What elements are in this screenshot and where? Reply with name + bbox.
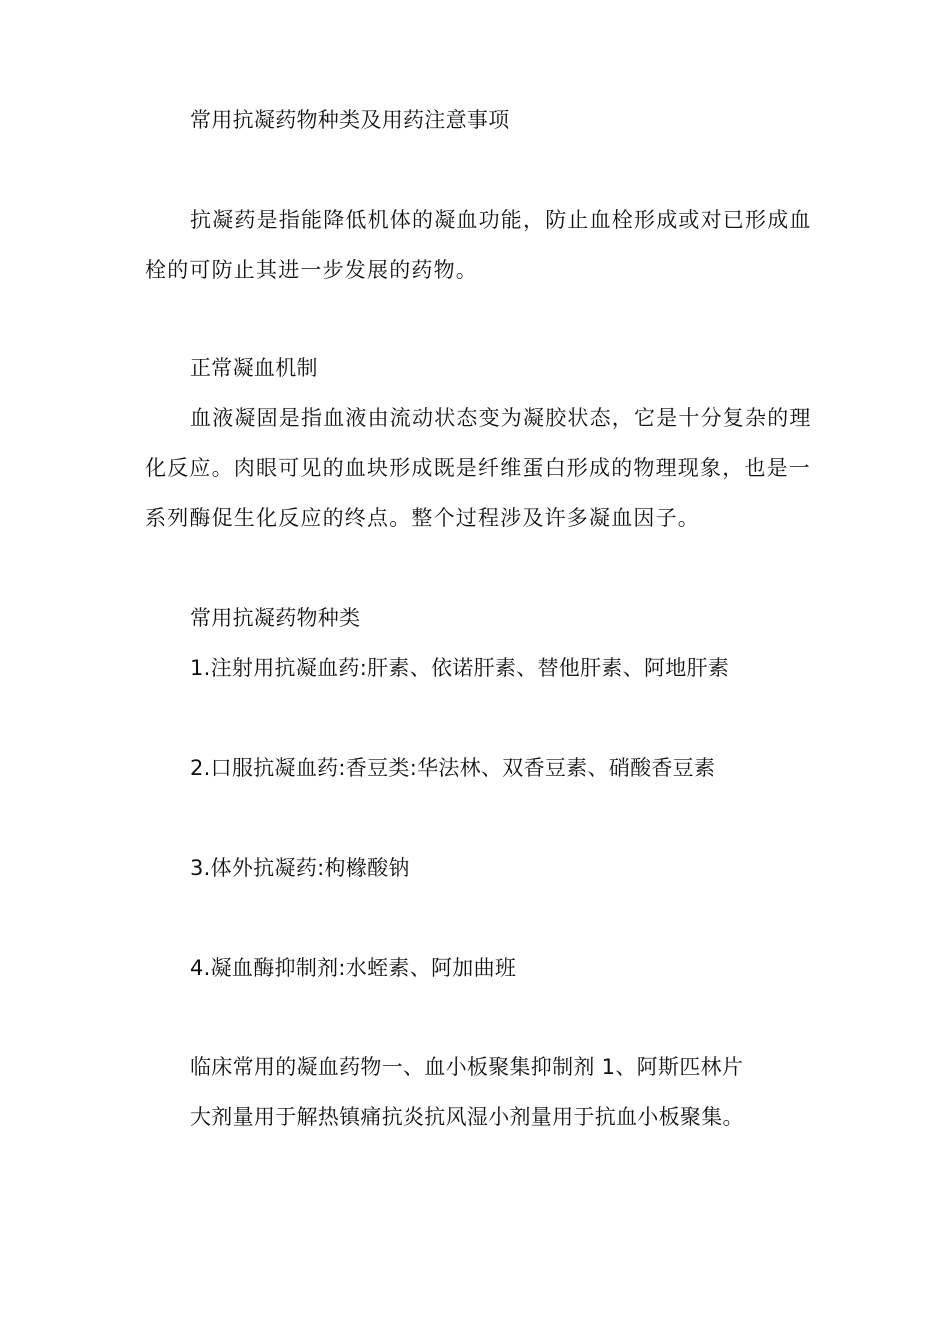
types-item-1: 1.注射用抗凝血药:肝素、依诺肝素、替他肝素、阿地肝素 [190, 656, 730, 680]
mechanism-heading: 正常凝血机制 [190, 356, 318, 380]
mechanism-line-3: 系列酶促生化反应的终点。整个过程涉及许多凝血因子。 [145, 506, 700, 530]
types-item-3: 3.体外抗凝药:枸橼酸钠 [190, 856, 410, 880]
types-item-4: 4.凝血酶抑制剂:水蛭素、阿加曲班 [190, 956, 517, 980]
intro-line-2: 栓的可防止其进一步发展的药物。 [145, 258, 478, 282]
clinical-line-1: 临床常用的凝血药物一、血小板聚集抑制剂 1、阿斯匹林片 [190, 1055, 744, 1079]
clinical-line-2: 大剂量用于解热镇痛抗炎抗风湿小剂量用于抗血小板聚集。 [190, 1105, 744, 1129]
mechanism-line-2: 化反应。肉眼可见的血块形成既是纤维蛋白形成的物理现象，也是一 [145, 456, 811, 480]
document-title: 常用抗凝药物种类及用药注意事项 [190, 108, 510, 132]
types-item-2: 2.口服抗凝血药:香豆类:华法林、双香豆素、硝酸香豆素 [190, 756, 716, 780]
types-heading: 常用抗凝药物种类 [190, 606, 361, 630]
intro-line-1: 抗凝药是指能降低机体的凝血功能，防止血栓形成或对已形成血 [190, 208, 812, 232]
mechanism-line-1: 血液凝固是指血液由流动状态变为凝胶状态，它是十分复杂的理 [190, 406, 812, 430]
